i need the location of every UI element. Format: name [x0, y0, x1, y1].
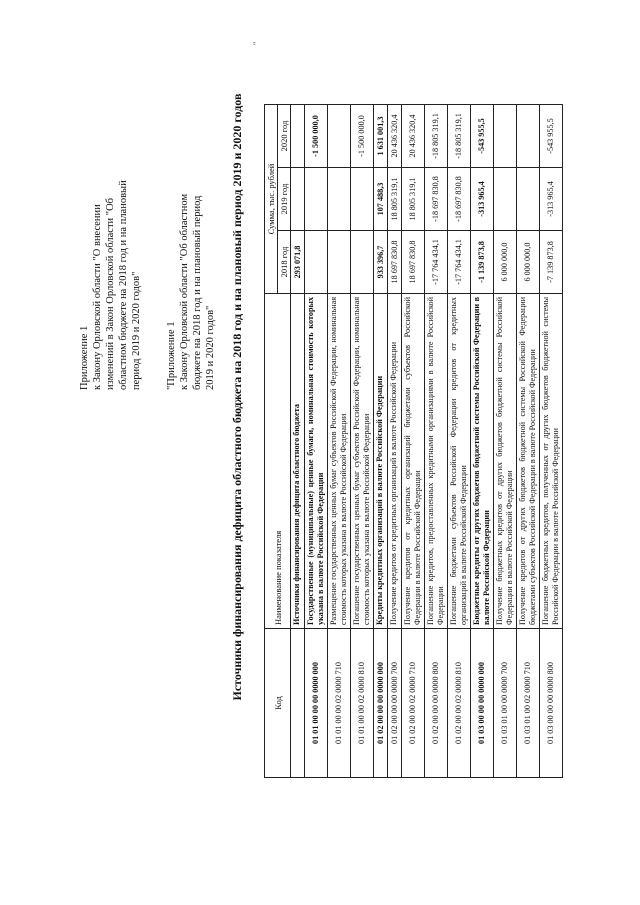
row-value-2018: 293 071,8 [291, 231, 305, 294]
financing-sources-table [264, 104, 563, 778]
row-value-2018: 933 396,7 [374, 231, 388, 294]
table-body [291, 105, 563, 778]
row-value-2018: -1 139 873,8 [471, 231, 494, 294]
annex-line: "Приложение 1 [166, 321, 177, 390]
row-value-2020 [328, 105, 351, 168]
row-value-2018: 18 697 830,8 [388, 231, 402, 294]
row-value-2019 [494, 168, 517, 231]
row-code: 01 01 00 00 02 0000 710 [328, 629, 351, 778]
row-code: 01 02 00 00 02 0000 710 [402, 629, 425, 778]
annex-line: изменений в Закон Орловской области "Об [105, 198, 116, 390]
annex-line: к Закону Орловской области "Об областном [179, 193, 190, 390]
table-row [540, 105, 563, 778]
row-value-2020 [291, 105, 305, 168]
row-value-2020: 20 436 320,4 [388, 105, 402, 168]
annex-header-new [78, 0, 143, 390]
row-code: 01 02 00 00 02 0000 810 [448, 629, 471, 778]
row-code [291, 629, 305, 778]
row-name: Размещение государственных ценных бумаг субъектов Российской Федерации, номинальная стоимость которых указана в валюте Российской Федерации [328, 294, 351, 629]
table-row [471, 105, 494, 778]
header-code: Код [265, 629, 291, 778]
table-row [402, 105, 425, 778]
table-row [494, 105, 517, 778]
annex-line: 2019 и 2020 годов" [205, 305, 216, 390]
row-value-2020: -543 955,5 [471, 105, 494, 168]
row-value-2020: -18 805 319,1 [425, 105, 448, 168]
table-row [425, 105, 448, 778]
row-value-2020: -1 500 000,0 [305, 105, 328, 168]
row-value-2019 [517, 168, 540, 231]
annex-header-original [165, 0, 217, 390]
row-value-2019: 18 805 319,1 [388, 168, 402, 231]
row-value-2018 [351, 231, 374, 294]
row-name: Погашение бюджетных кредитов, полученных от других бюджетов бюджетной системы Российской Федерации в валюте Российской Федерации [540, 294, 563, 629]
table-row [517, 105, 540, 778]
row-value-2019: -313 965,4 [471, 168, 494, 231]
corner-mark: " [252, 41, 261, 45]
row-value-2020: 1 631 001,3 [374, 105, 388, 168]
row-value-2020 [517, 105, 540, 168]
row-value-2020: -1 500 000,0 [351, 105, 374, 168]
table-row [328, 105, 351, 778]
row-value-2018: 6 000 000,0 [494, 231, 517, 294]
table-row [351, 105, 374, 778]
row-name: Погашение бюджетами субъектов Российской Федерации кредитов от кредитных организаций в валюте Российской Федерации [448, 294, 471, 629]
row-value-2019 [351, 168, 374, 231]
row-code: 01 02 00 00 00 0000 700 [388, 629, 402, 778]
row-name: Получение кредитов от кредитных организаций в валюте Российской Федерации [388, 294, 402, 629]
row-code: 01 03 01 00 00 0000 700 [494, 629, 517, 778]
header-year-2020: 2020 год [278, 105, 291, 168]
row-value-2019: -18 697 830,8 [448, 168, 471, 231]
row-value-2019: -18 697 830,8 [425, 168, 448, 231]
header-year-2019: 2019 год [278, 168, 291, 231]
row-value-2020 [494, 105, 517, 168]
row-code: 01 01 00 00 02 0000 810 [351, 629, 374, 778]
table-row [305, 105, 328, 778]
row-name: Погашение государственных ценных бумаг субъектов Российской Федерации, номинальная стоимость которых указана в валюте Российской Федерации [351, 294, 374, 629]
row-code: 01 02 00 00 00 0000 000 [374, 629, 388, 778]
row-value-2019 [328, 168, 351, 231]
row-code: 01 02 00 00 00 0000 800 [425, 629, 448, 778]
row-value-2018: -17 764 434,1 [425, 231, 448, 294]
table-row [291, 105, 305, 778]
table-row [448, 105, 471, 778]
header-sum: Сумма, тыс. рублей [265, 105, 278, 294]
row-code: 01 03 01 00 02 0000 710 [517, 629, 540, 778]
row-name: Получение кредитов от кредитных организаций бюджетами субъектов Российской Федерации в валюте Российской Федерации [402, 294, 425, 629]
row-name: Источники финансирования дефицита областного бюджета [291, 294, 305, 629]
row-code: 01 01 00 00 00 0000 000 [305, 629, 328, 778]
row-value-2020: -18 805 319,1 [448, 105, 471, 168]
header-name: Наименование показателя [265, 294, 291, 629]
row-value-2019: 18 805 319,1 [402, 168, 425, 231]
document-title: Источники финансирования дефицита областного бюджета на 2018 год и на плановый период 2019 и 2020 годов [230, 93, 244, 701]
annex-line: бюджете на 2018 год и на плановый период [192, 195, 203, 390]
row-value-2018 [328, 231, 351, 294]
row-value-2018: 18 697 830,8 [402, 231, 425, 294]
row-value-2019 [291, 168, 305, 231]
row-value-2019: 107 488,3 [374, 168, 388, 231]
row-value-2018: 6 000 000,0 [517, 231, 540, 294]
annex-line: областном бюджете на 2018 год и на плановый [118, 180, 129, 390]
row-name: Погашение кредитов, предоставленных кредитными организациями в валюте Российской Федерации [425, 294, 448, 629]
row-name: Государственные (муниципальные) ценные бумаги, номинальная стоимость которых указана в валюте Российской Федерации [305, 294, 328, 629]
row-name: Кредиты кредитных организаций в валюте Российской Федерации [374, 294, 388, 629]
row-value-2019 [305, 168, 328, 231]
annex-line: период 2019 и 2020 годов" [131, 271, 142, 390]
table-row [388, 105, 402, 778]
row-value-2020: -543 955,5 [540, 105, 563, 168]
row-name: Получение бюджетных кредитов от других бюджетов бюджетной системы Российской Федерации в валюте Российской Федерации [494, 294, 517, 629]
row-name: Получение кредитов от других бюджетов бюджетной системы Российской Федерации бюджетами субъектов Российской Федерации в валюте Российской Федерации [517, 294, 540, 629]
annex-line: Приложение 1 [79, 325, 90, 390]
table-row [374, 105, 388, 778]
row-name: Бюджетные кредиты от других бюджетов бюджетной системы Российской Федерации в валюте Российской Федерации [471, 294, 494, 629]
row-value-2018: -7 139 873,8 [540, 231, 563, 294]
row-value-2018 [305, 231, 328, 294]
header-year-2018: 2018 год [278, 231, 291, 294]
row-code: 01 03 00 00 00 0000 000 [471, 629, 494, 778]
row-value-2020: 20 436 320,4 [402, 105, 425, 168]
row-value-2018: -17 764 434,1 [448, 231, 471, 294]
annex-line: к Закону Орловской области "О внесении [92, 204, 103, 390]
row-value-2019: -313 965,4 [540, 168, 563, 231]
row-code: 01 03 00 00 00 0000 800 [540, 629, 563, 778]
